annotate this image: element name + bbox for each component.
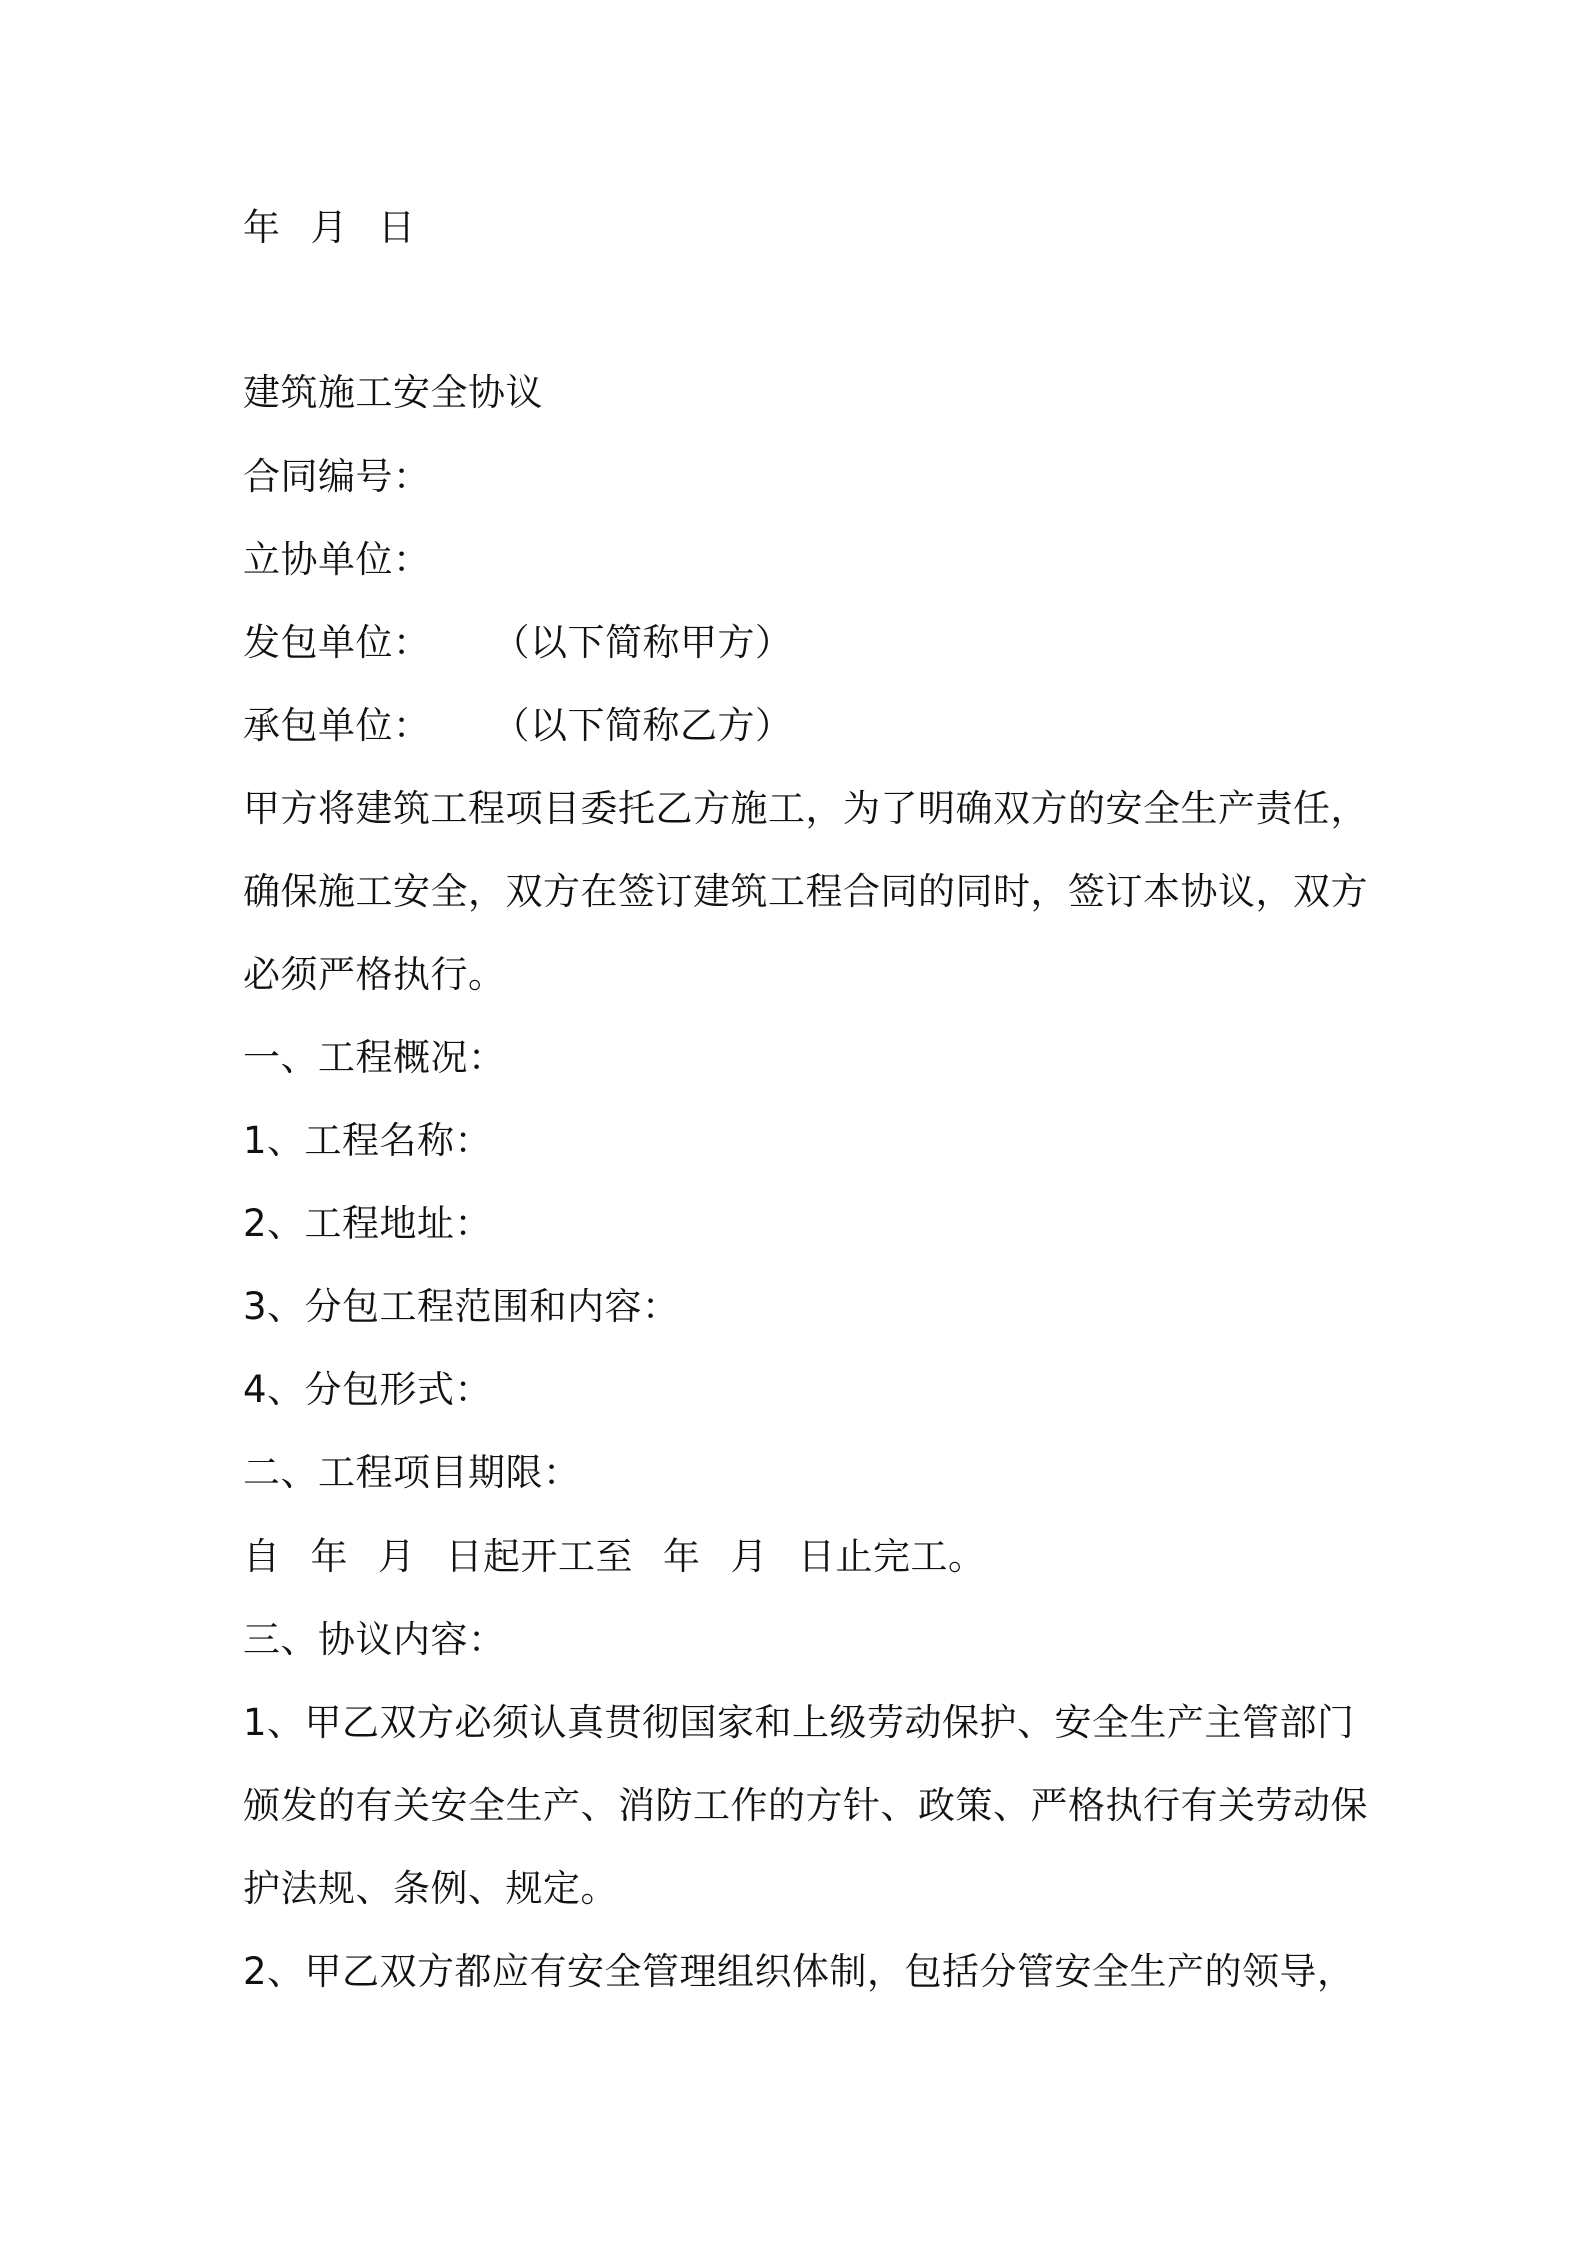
date-year: 年 (243, 206, 281, 249)
section1-item: 1、工程名称： (243, 1119, 493, 1162)
section3-heading: 三、协议内容： (243, 1618, 506, 1661)
period-part: 日止完工。 (798, 1535, 986, 1578)
party-a-note: （以下简称甲方） (492, 621, 793, 664)
section1-item: 4、分包形式： (243, 1368, 493, 1411)
party-a-label: 发包单位： (243, 621, 431, 664)
party-label: 立协单位： (243, 538, 431, 581)
contract-number-label: 合同编号： (243, 455, 431, 498)
party-b-label: 承包单位： (243, 704, 431, 747)
intro-line: 确保施工安全，双方在签订建筑工程合同的同时，签订本协议，双方 (243, 870, 1368, 913)
intro-line: 必须严格执行。 (243, 953, 506, 996)
party-b-note: （以下简称乙方） (492, 704, 793, 747)
date-header (243, 203, 416, 253)
clause2-line: 2、甲乙双方都应有安全管理组织体制，包括分管安全生产的领导， (243, 1950, 1355, 1993)
clause1-line: 护法规、条例、规定。 (243, 1867, 618, 1910)
clause1-line: 颁发的有关安全生产、消防工作的方针、政策、严格执行有关劳动保 (243, 1784, 1368, 1827)
date-day: 日 (378, 206, 416, 249)
period-part: 年 (310, 1535, 348, 1578)
period-part: 自 (243, 1535, 281, 1578)
period-part: 月 (378, 1535, 416, 1578)
section1-item: 2、工程地址： (243, 1202, 493, 1245)
party-a-line (243, 618, 793, 668)
clause1-line: 1、甲乙双方必须认真贯彻国家和上级劳动保护、安全生产主管部门 (243, 1701, 1355, 1744)
section1-heading: 一、工程概况： (243, 1036, 506, 1079)
period-part: 年 (663, 1535, 701, 1578)
section1-item: 3、分包工程范围和内容： (243, 1285, 680, 1328)
period-part: 日起开工至 (445, 1535, 633, 1578)
project-period-line (243, 1532, 986, 1582)
date-month: 月 (310, 206, 348, 249)
document-title: 建筑施工安全协议 (243, 371, 543, 414)
section2-heading: 二、工程项目期限： (243, 1451, 581, 1494)
party-b-line (243, 701, 793, 751)
period-part: 月 (730, 1535, 768, 1578)
intro-line: 甲方将建筑工程项目委托乙方施工，为了明确双方的安全生产责任， (243, 787, 1368, 830)
